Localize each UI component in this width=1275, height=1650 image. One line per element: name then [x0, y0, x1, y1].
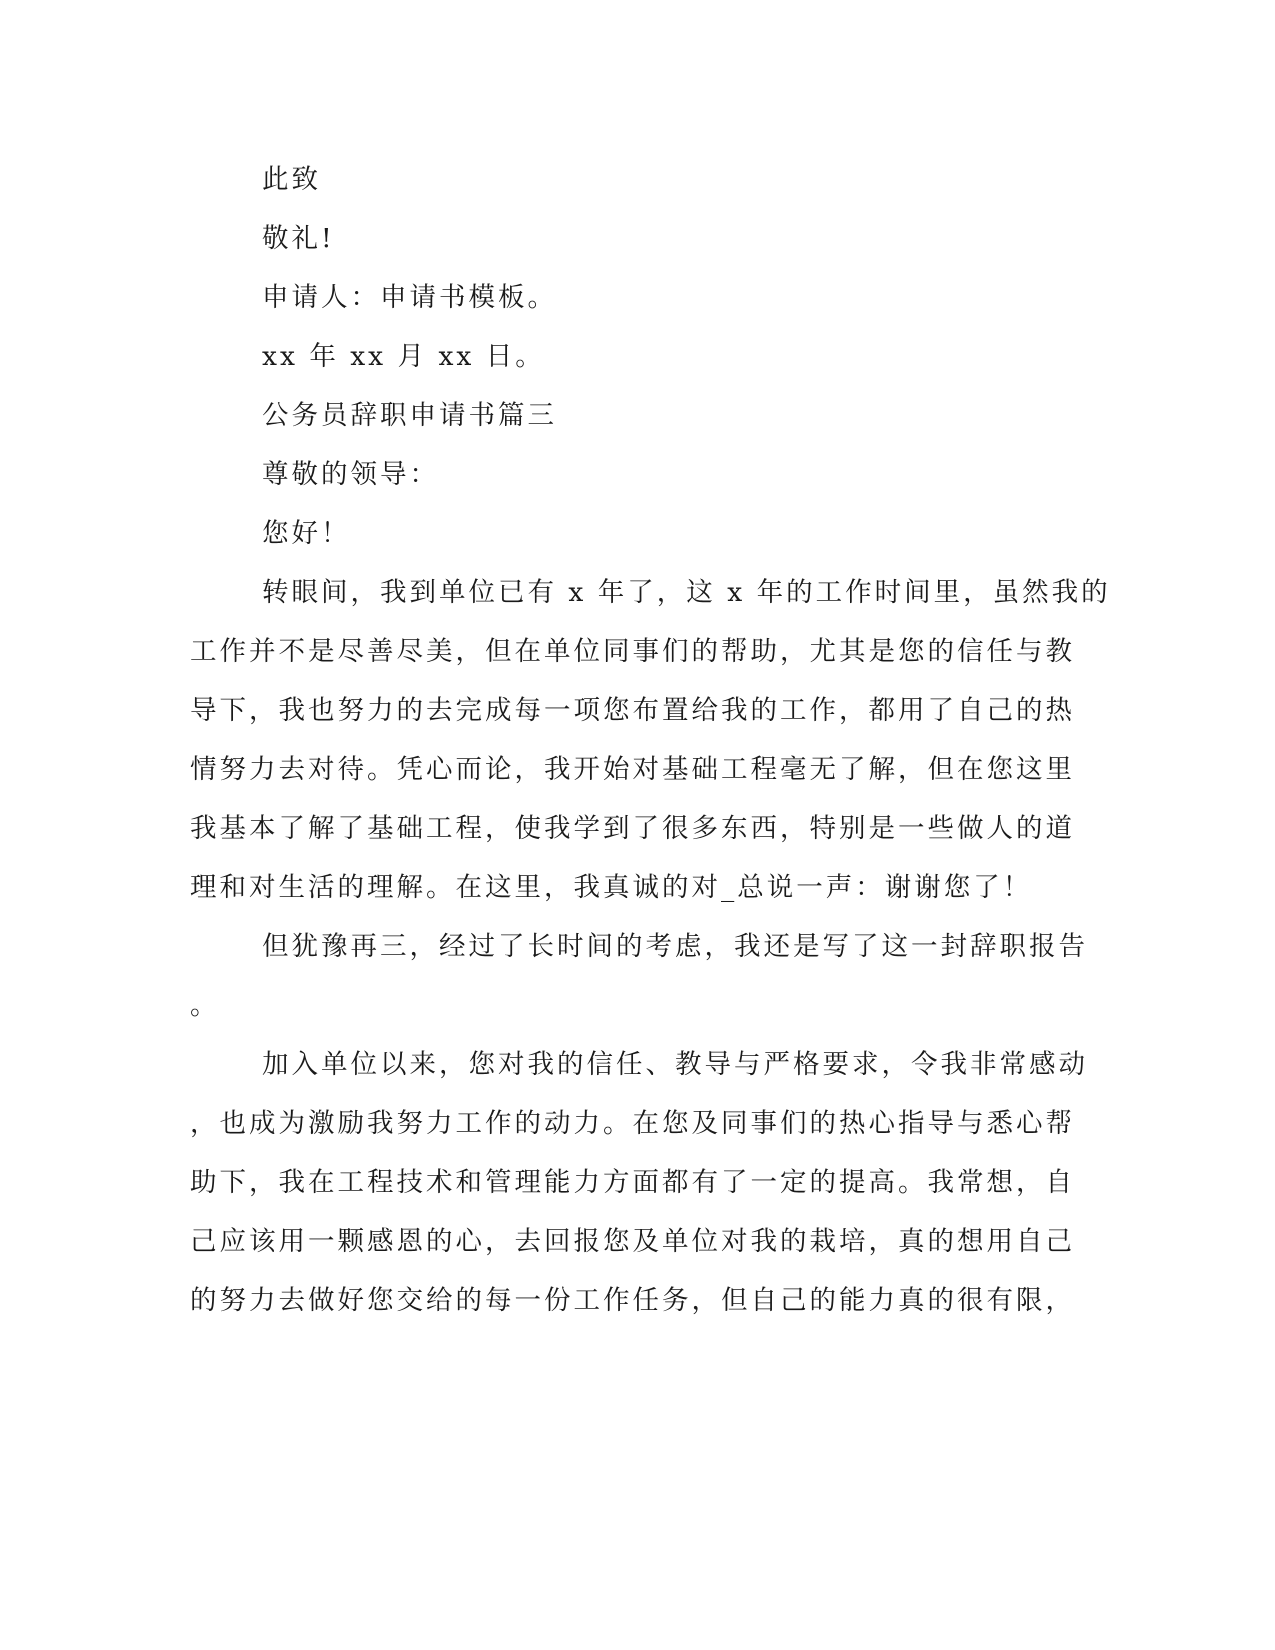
paragraph-1-line-1: 转眼间，我到单位已有 x 年了，这 x 年的工作时间里，虽然我的	[262, 577, 1111, 608]
paragraph-3-line-4: 己应该用一颗感恩的心，去回报您及单位对我的栽培，真的想用自己	[190, 1226, 1075, 1257]
paragraph-1-line-6: 理和对生活的理解。在这里，我真诚的对_总说一声：谢谢您了！	[190, 872, 1033, 903]
date-line: xx 年 xx 月 xx 日。	[262, 341, 545, 372]
applicant-line: 申请人：申请书模板。	[262, 282, 557, 313]
paragraph-3-line-1: 加入单位以来，您对我的信任、教导与严格要求，令我非常感动	[262, 1049, 1088, 1080]
greeting-hello: 您好！	[262, 518, 351, 549]
closing-salutation: 此致	[262, 164, 321, 195]
paragraph-1-line-5: 我基本了解了基础工程，使我学到了很多东西，特别是一些做人的道	[190, 813, 1075, 844]
paragraph-2-line-1: 但犹豫再三，经过了长时间的考虑，我还是写了这一封辞职报告	[262, 931, 1088, 962]
paragraph-1-line-4: 情努力去对待。凭心而论，我开始对基础工程毫无了解，但在您这里	[190, 754, 1075, 785]
section-title: 公务员辞职申请书篇三	[262, 400, 557, 431]
paragraph-2-line-2: 。	[190, 990, 220, 1021]
paragraph-3-line-3: 助下，我在工程技术和管理能力方面都有了一定的提高。我常想，自	[190, 1167, 1075, 1198]
paragraph-3-line-2: ，也成为激励我努力工作的动力。在您及同事们的热心指导与悉心帮	[190, 1108, 1075, 1139]
paragraph-3-line-5: 的努力去做好您交给的每一份工作任务，但自己的能力真的很有限，	[190, 1285, 1075, 1316]
paragraph-1-line-2: 工作并不是尽善尽美，但在单位同事们的帮助，尤其是您的信任与教	[190, 636, 1075, 667]
closing-regards: 敬礼!	[262, 223, 335, 254]
greeting-recipient: 尊敬的领导：	[262, 459, 439, 490]
paragraph-1-line-3: 导下，我也努力的去完成每一项您布置给我的工作，都用了自己的热	[190, 695, 1075, 726]
